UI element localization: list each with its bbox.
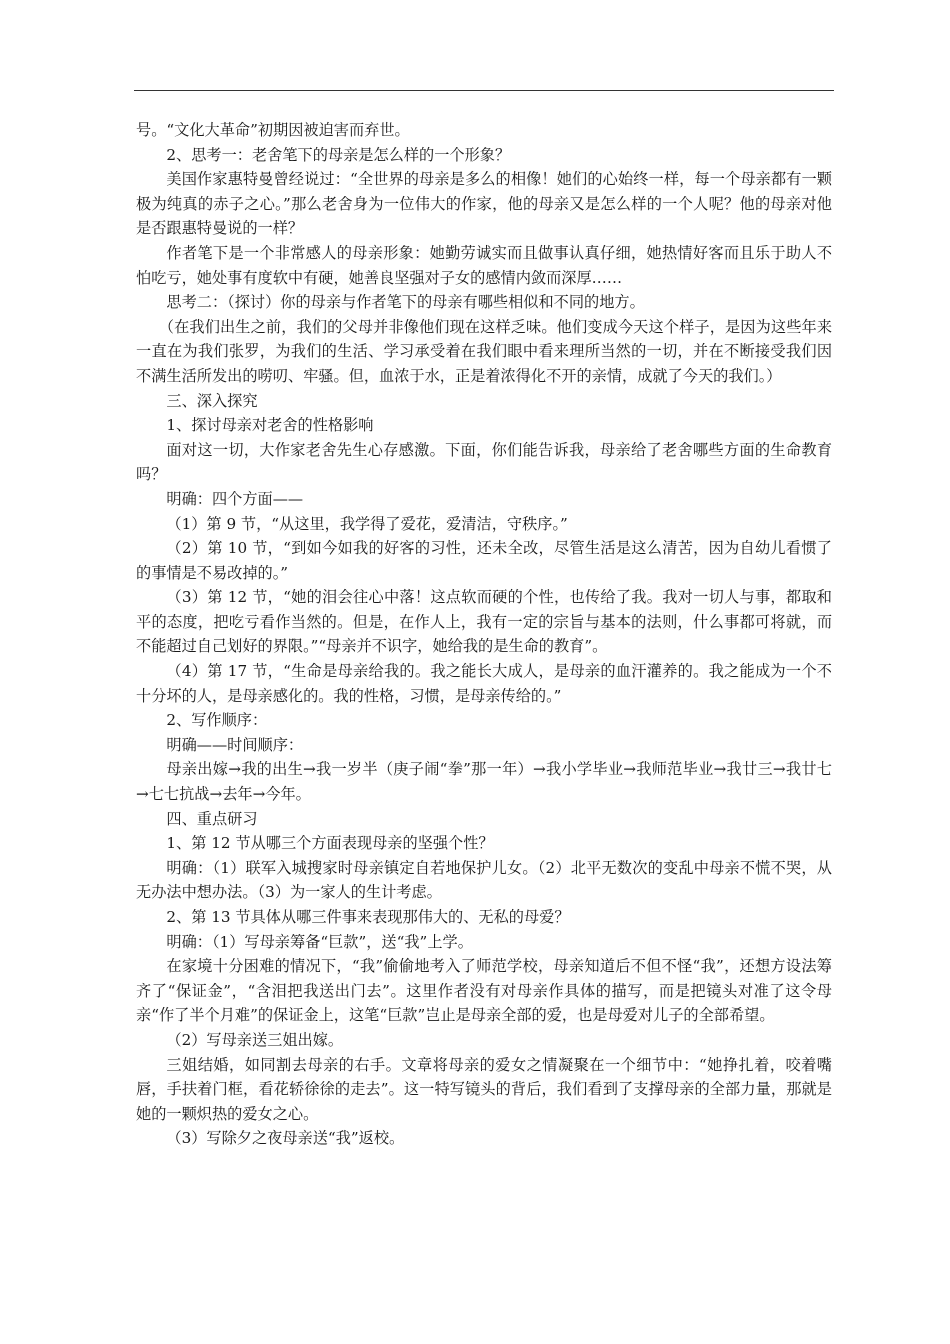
paragraph: （2）第 10 节，“到如今如我的好客的习性，还未全改，尽管生活是这么清苦，因为自幼儿看惯了的事情是不易改掉的。”: [136, 539, 832, 582]
paragraph: （3）第 12 节，“她的泪会往心中落！这点软而硬的个性，也传给了我。我对一切人与事，都取和平的态度，把吃亏看作当然的。但是，在作人上，我有一定的宗旨与基本的法则，什么事都可将就，而不能超过自己划好的界限。”“母亲并不识字，她给我的是生命的教育”。: [136, 588, 832, 656]
paragraph: （在我们出生之前，我们的父母并非像他们现在这样乏味。他们变成今天这个样子，是因为这些年来一直在为我们张罗，为我们的生活、学习承受着在我们眼中看来理所当然的一切，并在不断接受我们因不满生活所发出的唠叨、牢骚。但，血浓于水，正是着浓得化不开的亲情，成就了今天的我们。）: [136, 317, 832, 385]
paragraph: 2、写作顺序：: [166, 711, 268, 730]
paragraph: 1、第 12 节从哪三个方面表现母亲的坚强个性？: [166, 834, 494, 853]
paragraph: 1、探讨母亲对老舍的性格影响: [166, 416, 374, 435]
paragraph: 三姐结婚，如同割去母亲的右手。文章将母亲的爱女之情凝聚在一个细节中：“她挣扎着，咬着嘴唇，手扶着门框，看花轿徐徐的走去”。这一特写镜头的背后，我们看到了支撑母亲的全部力量，那就是她的一颗炽热的爱女之心。: [136, 1055, 832, 1123]
paragraph: 面对这一切，大作家老舍先生心存感激。下面，你们能告诉我，母亲给了老舍哪些方面的生命教育吗？: [136, 440, 832, 484]
paragraph: 号。“文化大革命”初期因被迫害而弃世。: [136, 121, 410, 139]
paragraph: 2、第 13 节具体从哪三件事来表现那伟大的、无私的母爱？: [166, 908, 570, 926]
paragraph: 母亲出嫁→我的出生→我一岁半（庚子闹“拳”那一年）→我小学毕业→我师范毕业→我廿三→我廿七→七七抗战→去年→今年。: [136, 760, 832, 804]
paragraph: 明确：（1）写母亲筹备“巨款”，送“我”上学。: [166, 932, 473, 951]
paragraph: 明确：四个方面——: [166, 489, 304, 508]
paragraph: 三、深入探究: [166, 391, 258, 410]
paragraph: 明确——时间顺序：: [166, 735, 304, 754]
paragraph: （2）写母亲送三姐出嫁。: [166, 1030, 344, 1049]
paragraph: 2、思考一：老舍笔下的母亲是怎么样的一个形象？: [166, 145, 511, 164]
paragraph: （1）第 9 节，“从这里，我学得了爱花，爱清洁，守秩序。”: [166, 514, 568, 533]
paragraph: 四、重点研习: [166, 809, 258, 828]
paragraph: 明确：（1）联军入城搜家时母亲镇定自若地保护儿女。（2）北平无数次的变乱中母亲不慌不哭，从无办法中想办法。（3）为一家人的生计考虑。: [136, 858, 832, 902]
paragraph: （3）写除夕之夜母亲送“我”返校。: [166, 1129, 405, 1148]
paragraph: 作者笔下是一个非常感人的母亲形象：她勤劳诚实而且做事认真仔细，她热情好客而且乐于助人不怕吃亏，她处事有度软中有硬，她善良坚强对子女的感情内敛而深厚……: [136, 243, 832, 287]
paragraph: 美国作家惠特曼曾经说过：“全世界的母亲是多么的相像！她们的心始终一样，每一个母亲都有一颗极为纯真的赤子之心。”那么老舍身为一位伟大的作家，他的母亲又是怎么样的一个人呢？他的母亲对他是否跟惠特曼说的一样？: [136, 170, 832, 238]
header-rule: [134, 90, 834, 91]
paragraph: 在家境十分困难的情况下，“我”偷偷地考入了师范学校，母亲知道后不但不怪“我”，还想方设法筹齐了“保证金”，“含泪把我送出门去”。这里作者没有对母亲作具体的描写，而是把镜头对准了这令母亲“作了半个月难”的保证金上，这笔“巨款”岂止是母亲全部的爱，也是母爱对儿子的全部希望。: [136, 957, 832, 1025]
document-body: [136, 118, 832, 1151]
paragraph: （4）第 17 节，“生命是母亲给我的。我之能长大成人，是母亲的血汗灌养的。我之能成为一个不十分坏的人，是母亲感化的。我的性格，习惯，是母亲传给的。”: [136, 662, 832, 705]
paragraph: 思考二：（探讨）你的母亲与作者笔下的母亲有哪些相似和不同的地方。: [166, 293, 645, 312]
